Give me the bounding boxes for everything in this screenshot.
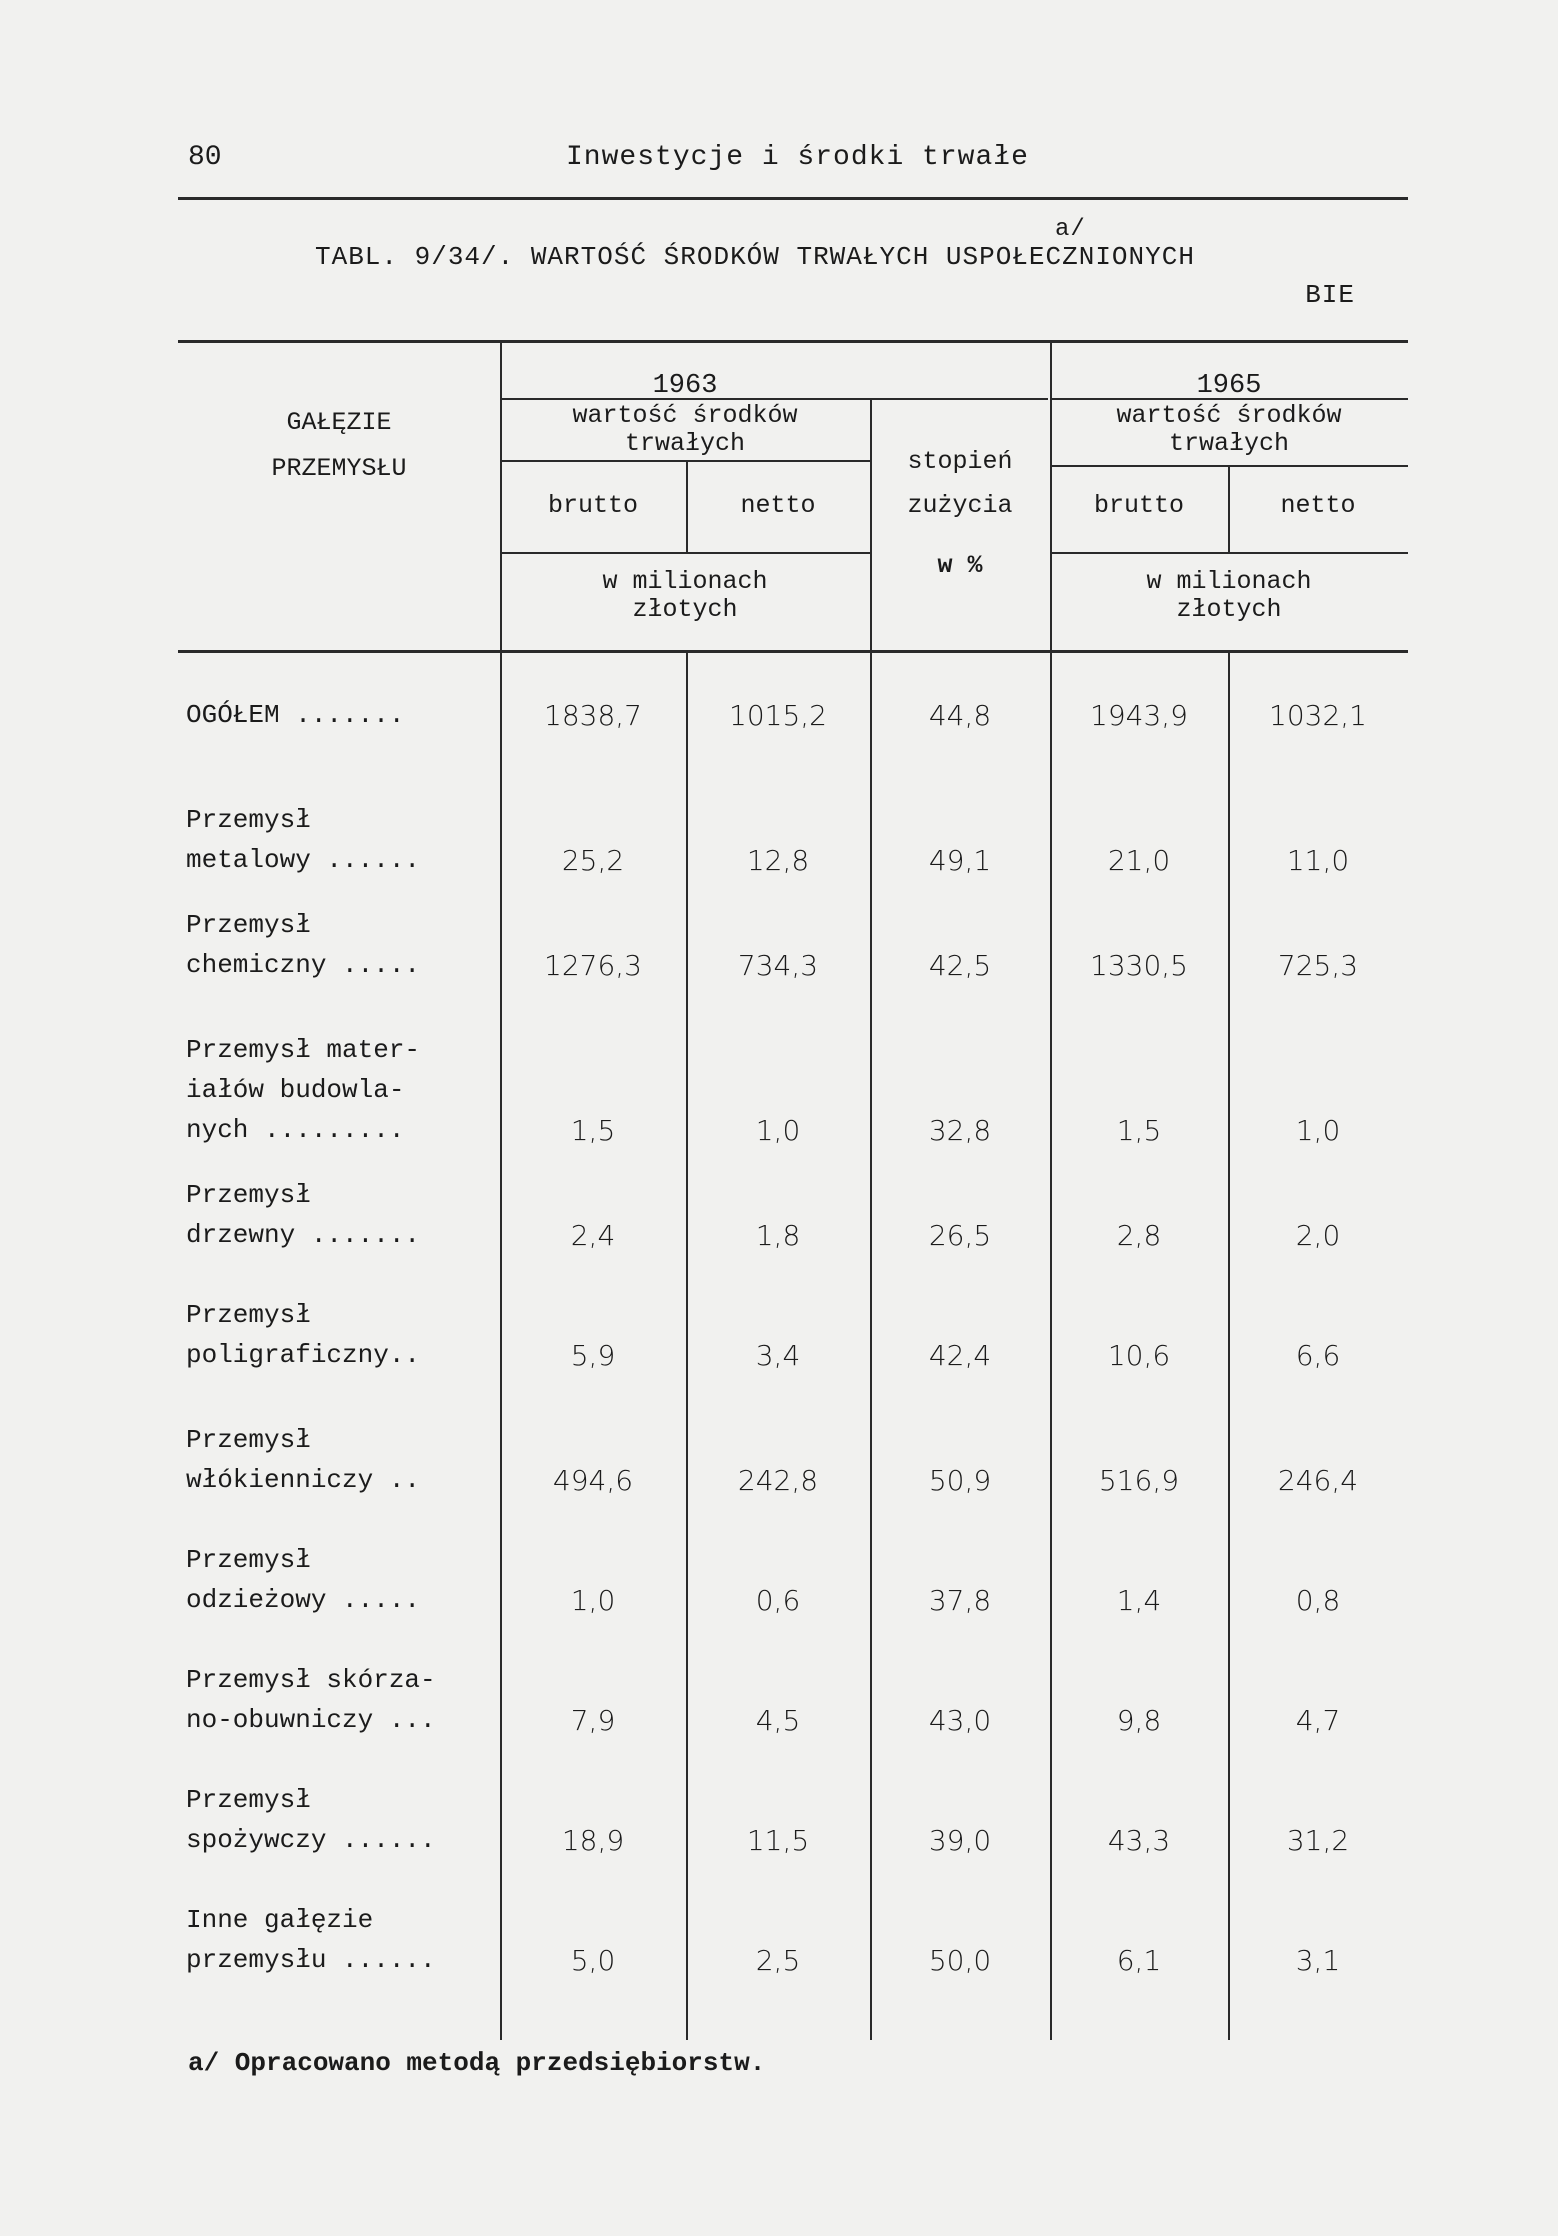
row-label-line: Przemysł skórza- bbox=[186, 1665, 436, 1695]
table-cell: 0,8 bbox=[1295, 1584, 1341, 1617]
table-cell: 2,5 bbox=[755, 1944, 801, 1977]
table-top-rule bbox=[178, 340, 1408, 343]
table-cell: 10,6 bbox=[1107, 1339, 1171, 1372]
table-cell: 43,0 bbox=[928, 1704, 992, 1737]
table-cell: 1,5 bbox=[1116, 1114, 1162, 1147]
value-group-1963: wartość środków trwałych bbox=[572, 401, 798, 458]
caption-footnote-mark: a/ bbox=[1055, 216, 1086, 243]
table-cell: 50,0 bbox=[928, 1944, 992, 1977]
table-cell: 1,5 bbox=[570, 1114, 616, 1147]
unit-label-1965: w milionach złotych bbox=[1146, 567, 1312, 624]
page-number: 80 bbox=[188, 142, 222, 173]
row-label-line: włókienniczy .. bbox=[186, 1465, 421, 1495]
caption-line-1: TABL. 9/34/. WARTOŚĆ ŚRODKÓW TRWAŁYCH USPOŁECZNIONYCH bbox=[315, 242, 1195, 272]
table-cell: 1032,1 bbox=[1269, 699, 1367, 732]
table-cell: 725,3 bbox=[1277, 949, 1359, 982]
table-cell: 1015,2 bbox=[729, 699, 827, 732]
value-group-1965: wartość środków trwałych bbox=[1116, 401, 1342, 458]
wear-header: stopień zużycia bbox=[907, 447, 1013, 520]
table-cell: 246,4 bbox=[1277, 1464, 1359, 1497]
table-cell: 1330,5 bbox=[1090, 949, 1188, 982]
table-cell: 1,0 bbox=[1295, 1114, 1341, 1147]
table-cell: 4,5 bbox=[755, 1704, 801, 1737]
table-cell: 4,7 bbox=[1295, 1704, 1341, 1737]
row-label-line: spożywczy ...... bbox=[186, 1825, 436, 1855]
row-label-line: OGÓŁEM ....... bbox=[186, 700, 405, 730]
row-label-line: metalowy ...... bbox=[186, 845, 421, 875]
row-label bbox=[186, 1295, 420, 1375]
year-1963: 1963 bbox=[652, 371, 718, 401]
col-divider-2b bbox=[686, 652, 688, 2040]
table-cell: 0,6 bbox=[755, 1584, 801, 1617]
table-cell: 7,9 bbox=[570, 1704, 616, 1737]
row-label bbox=[186, 1420, 420, 1500]
table-cell: 26,5 bbox=[928, 1219, 992, 1252]
table-cell: 734,3 bbox=[737, 949, 819, 982]
table-cell: 43,3 bbox=[1107, 1824, 1171, 1857]
row-label-line: Przemysł bbox=[186, 805, 311, 835]
table-cell: 11,5 bbox=[746, 1824, 810, 1857]
row-label-line: odzieżowy ..... bbox=[186, 1585, 421, 1615]
row-label bbox=[186, 695, 404, 735]
table-cell: 18,9 bbox=[561, 1824, 625, 1857]
table-cell: 25,2 bbox=[561, 844, 625, 877]
wear-unit: w % bbox=[937, 551, 983, 580]
running-title: Inwestycje i środki trwałe bbox=[566, 142, 1029, 173]
table-cell: 242,8 bbox=[737, 1464, 819, 1497]
table-cell: 50,9 bbox=[928, 1464, 992, 1497]
row-label-line: przemysłu ...... bbox=[186, 1945, 436, 1975]
table-cell: 6,1 bbox=[1116, 1944, 1162, 1977]
row-label-line: Inne gałęzie bbox=[186, 1905, 374, 1935]
table-cell: 1,0 bbox=[755, 1114, 801, 1147]
running-head bbox=[188, 142, 1408, 182]
row-label-line: Przemysł mater- bbox=[186, 1035, 421, 1065]
row-label-line: iałów budowla- bbox=[186, 1075, 405, 1105]
table-cell: 44,8 bbox=[928, 699, 992, 732]
table-cell: 37,8 bbox=[928, 1584, 992, 1617]
unit1-rule bbox=[500, 552, 870, 554]
table-cell: 49,1 bbox=[928, 844, 992, 877]
header-bottom-rule bbox=[178, 650, 1408, 653]
row-label-line: Przemysł bbox=[186, 910, 311, 940]
table-cell: 21,0 bbox=[1107, 844, 1171, 877]
table-cell: 5,9 bbox=[570, 1339, 616, 1372]
row-label-line: Przemysł bbox=[186, 1425, 311, 1455]
row-label bbox=[186, 905, 420, 985]
table-cell: 12,8 bbox=[746, 844, 810, 877]
row-label-line: nych ......... bbox=[186, 1115, 405, 1145]
table-cell: 1943,9 bbox=[1090, 699, 1188, 732]
table-cell: 31,2 bbox=[1286, 1824, 1350, 1857]
net-1965: netto bbox=[1280, 491, 1356, 520]
data-table bbox=[178, 340, 1408, 2040]
table-cell: 3,1 bbox=[1295, 1944, 1341, 1977]
table-cell: 494,6 bbox=[552, 1464, 634, 1497]
table-cell: 2,0 bbox=[1295, 1219, 1341, 1252]
table-cell: 42,5 bbox=[928, 949, 992, 982]
row-label bbox=[186, 1660, 436, 1740]
gross-1965: brutto bbox=[1093, 491, 1184, 520]
table-cell: 2,4 bbox=[570, 1219, 616, 1252]
footnote: a/ Opracowano metodą przedsiębiorstw. bbox=[188, 2048, 766, 2078]
col-divider-3 bbox=[870, 400, 872, 2040]
year-1965: 1965 bbox=[1196, 371, 1262, 401]
table-cell: 39,0 bbox=[928, 1824, 992, 1857]
row-label-line: Przemysł bbox=[186, 1300, 311, 1330]
row-label-line: Przemysł bbox=[186, 1545, 311, 1575]
table-cell: 1276,3 bbox=[544, 949, 642, 982]
table-cell: 5,0 bbox=[570, 1944, 616, 1977]
gross-1963: brutto bbox=[547, 491, 638, 520]
table-cell: 32,8 bbox=[928, 1114, 992, 1147]
table-cell: 2,8 bbox=[1116, 1219, 1162, 1252]
table-cell: 1,8 bbox=[755, 1219, 801, 1252]
table-cell: 9,8 bbox=[1116, 1704, 1162, 1737]
col-divider-5b bbox=[1228, 652, 1230, 2040]
row-label bbox=[186, 1780, 436, 1860]
table-cell: 11,0 bbox=[1286, 844, 1350, 877]
row-label-line: no-obuwniczy ... bbox=[186, 1705, 436, 1735]
row-label bbox=[186, 1030, 420, 1150]
row-label bbox=[186, 1540, 420, 1620]
caption-line-2: BIE bbox=[1305, 280, 1355, 310]
row-label bbox=[186, 1175, 420, 1255]
branch-header: GAŁĘZIE PRZEMYSŁU bbox=[271, 408, 407, 483]
table-cell: 42,4 bbox=[928, 1339, 992, 1372]
unit-label-1963: w milionach złotych bbox=[602, 567, 768, 624]
row-label-line: Przemysł bbox=[186, 1180, 311, 1210]
row-label-line: poligraficzny.. bbox=[186, 1340, 421, 1370]
net-1963: netto bbox=[740, 491, 816, 520]
row-label bbox=[186, 1900, 436, 1980]
header-rule bbox=[178, 197, 1408, 200]
table-cell: 516,9 bbox=[1098, 1464, 1180, 1497]
table-cell: 6,6 bbox=[1295, 1339, 1341, 1372]
row-label-line: drzewny ....... bbox=[186, 1220, 421, 1250]
table-cell: 3,4 bbox=[755, 1339, 801, 1372]
value1-rule bbox=[500, 460, 870, 462]
row-label-line: chemiczny ..... bbox=[186, 950, 421, 980]
table-cell: 1,0 bbox=[570, 1584, 616, 1617]
row-label-line: Przemysł bbox=[186, 1785, 311, 1815]
table-cell: 1,4 bbox=[1116, 1584, 1162, 1617]
row-label bbox=[186, 800, 420, 880]
table-cell: 1838,7 bbox=[544, 699, 642, 732]
